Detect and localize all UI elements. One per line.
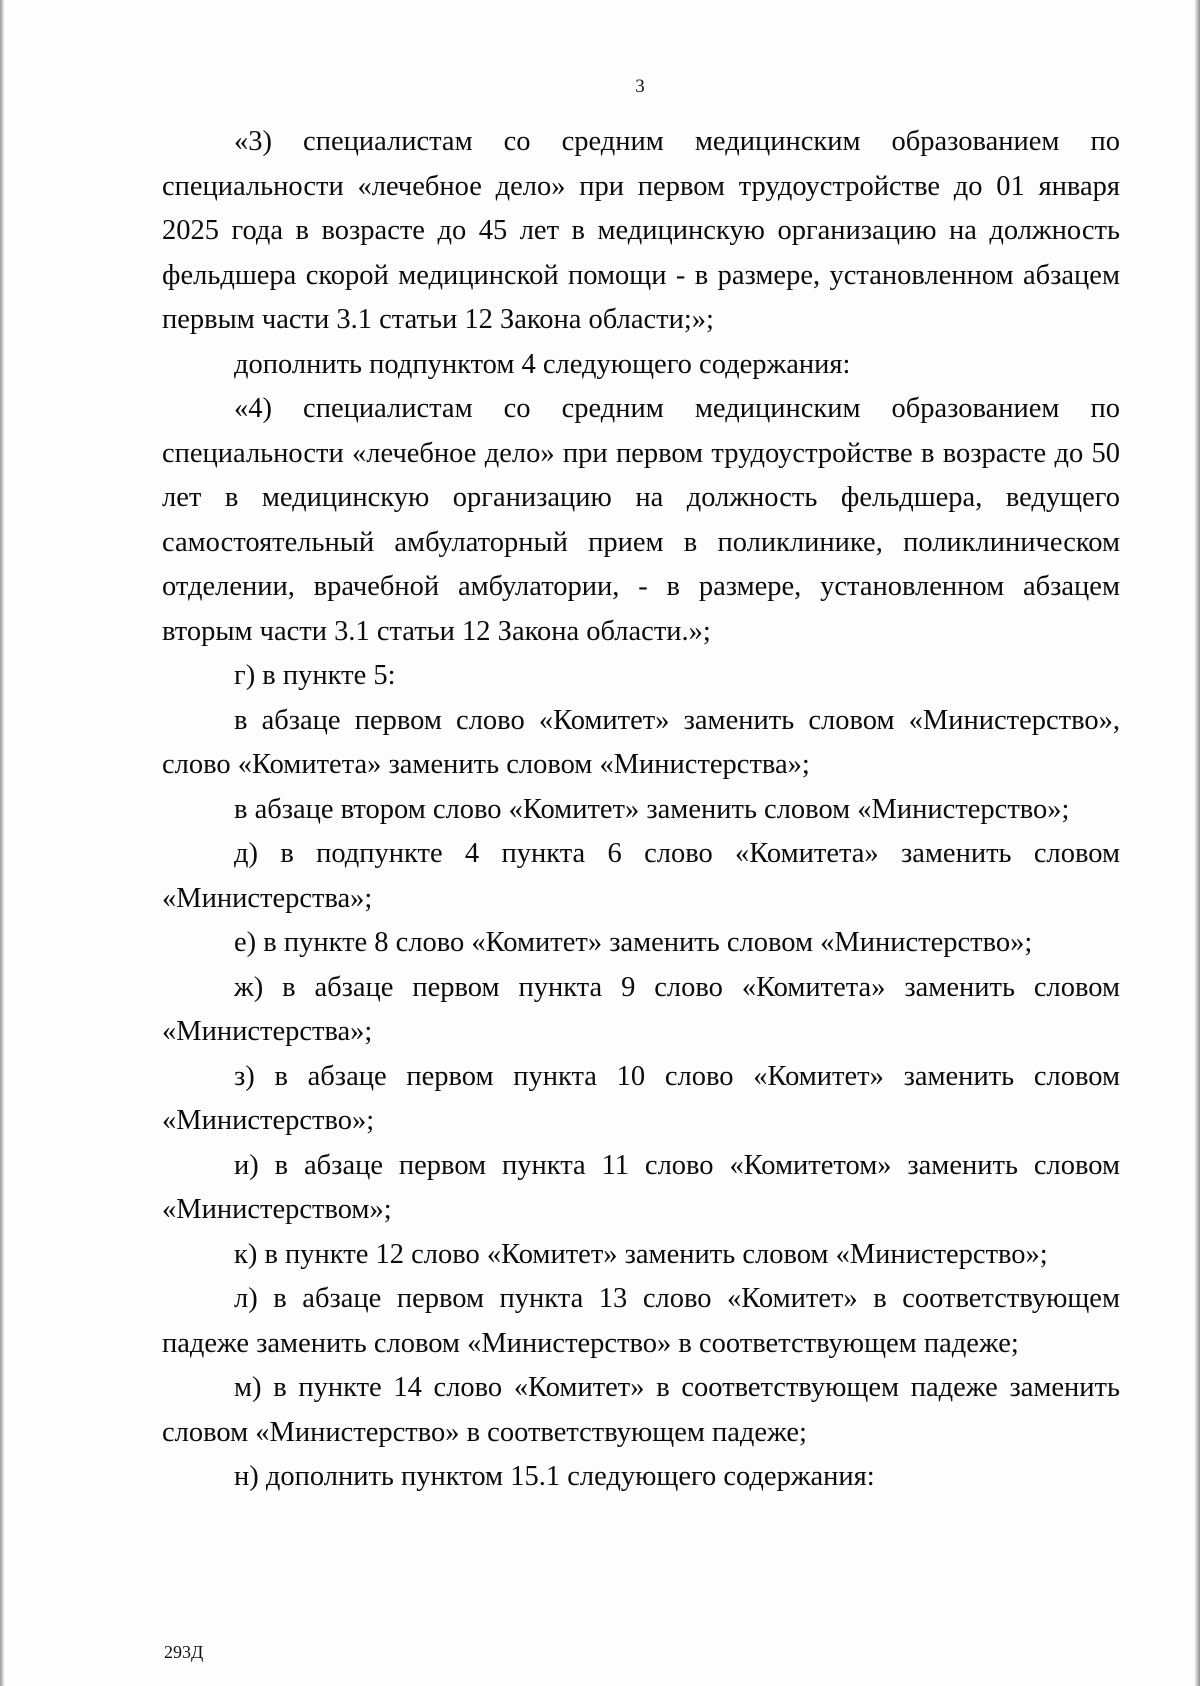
paragraph-k: к) в пункте 12 слово «Комитет» заменить словом «Министерство»; bbox=[234, 1238, 1048, 1270]
paragraph-i: и) в абзаце первом пункта 11 слово «Комитетом» заменить словом «Министерством»; bbox=[162, 1149, 1120, 1225]
paragraph-m: м) в пункте 14 слово «Комитет» в соответствующем падеже заменить словом «Министерство» в соответствующем падеже; bbox=[162, 1372, 1120, 1448]
paragraph-z: з) в абзаце первом пункта 10 слово «Комитет» заменить словом «Министерство»; bbox=[162, 1060, 1120, 1136]
page-number: 3 bbox=[635, 76, 645, 97]
footer-document-code: 293Д bbox=[164, 1642, 204, 1662]
paragraph-n: н) дополнить пунктом 15.1 следующего содержания: bbox=[234, 1461, 875, 1492]
paragraph-g: г) в пункте 5: bbox=[234, 660, 396, 691]
paragraph-e: е) в пункте 8 слово «Комитет» заменить словом «Министерство»; bbox=[234, 927, 1033, 958]
paragraph-zh: ж) в абзаце первом пункта 9 слово «Комитета» заменить словом «Министерства»; bbox=[162, 971, 1120, 1047]
paragraph-g-second: в абзаце втором слово «Комитет» заменить словом «Министерство»; bbox=[234, 793, 1070, 825]
paragraph-item-4: «4) специалистам со средним медицинским образованием по специальности «лечебное дело» при первом трудоустройстве в возрасте до 50 лет в медицинскую организацию на должность фельдшера, ведущего самостоятельный амбулаторный прием в поликлинике, поликлиническом отделении, врачебной амбулатории, - в размере, установленном абзацем вторым части 3.1 статьи 12 Закона области.»; bbox=[162, 393, 1120, 647]
paragraph-l: л) в абзаце первом пункта 13 слово «Комитет» в соответствующем падеже заменить словом «Министерство» в соответствующем падеже; bbox=[162, 1283, 1120, 1359]
scan-edge-right bbox=[1195, 0, 1200, 1686]
paragraph-item-3: «3) специалистам со средним медицинским образованием по специальности «лечебное дело» при первом трудоустройстве до 01 января 2025 года в возрасте до 45 лет в медицинскую организацию на должность фельдшера скорой медицинской помощи - в размере, установленном абзацем первым части 3.1 статьи 12 Закона области;»; bbox=[162, 126, 1120, 335]
paragraph-add-subitem-4: дополнить подпунктом 4 следующего содержания: bbox=[234, 348, 851, 380]
paragraph-d: д) в подпункте 4 пункта 6 слово «Комитета» заменить словом «Министерства»; bbox=[162, 838, 1120, 914]
scan-edge-left bbox=[0, 0, 4, 1686]
paragraph-g-first: в абзаце первом слово «Комитет» заменить словом «Министерство», слово «Комитета» заменить словом «Министерства»; bbox=[162, 704, 1120, 780]
document-body bbox=[162, 120, 1120, 1500]
